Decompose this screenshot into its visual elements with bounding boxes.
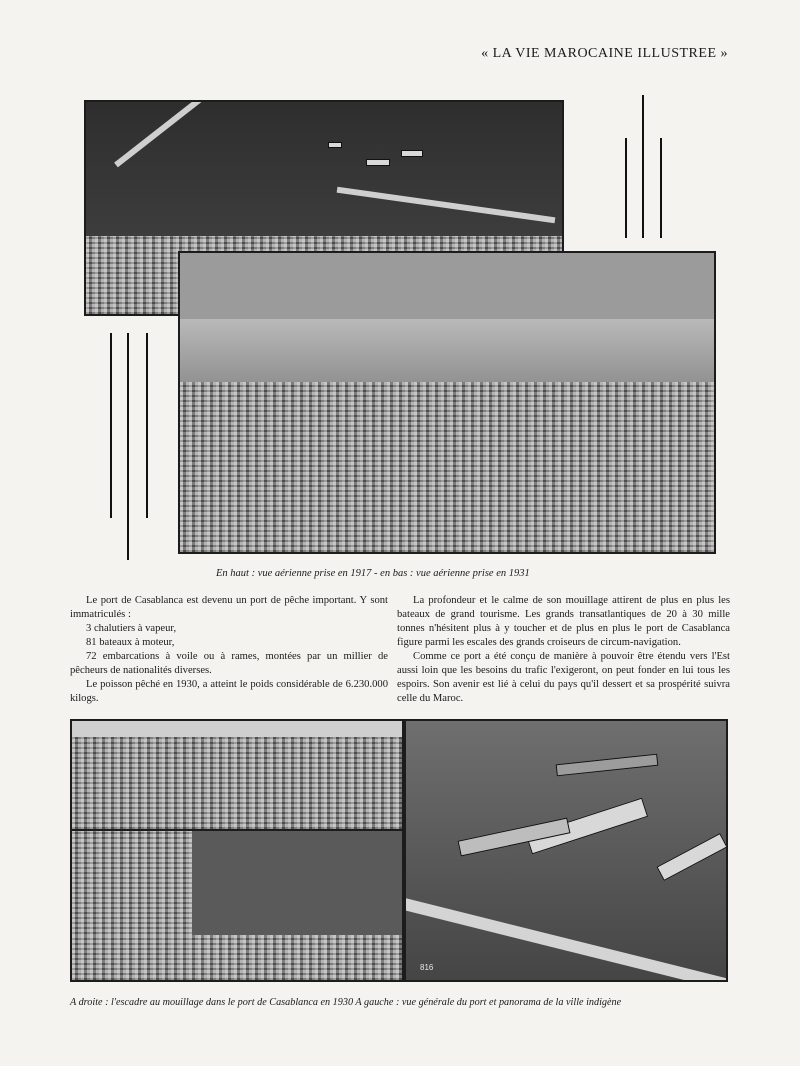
city-area (180, 382, 714, 552)
decorative-rule (110, 333, 112, 518)
decorative-rule (625, 138, 627, 238)
decorative-rule (660, 138, 662, 238)
article-paragraph: 3 chalutiers à vapeur, (86, 623, 177, 634)
article-paragraph: La profondeur et le calme de son mouillage attirent de plus en plus les bateaux de grand tourisme. Les grands transatlantiques de 20 à 30 mille tonnes n'hésitent plus à y toucher et de plus en plus le port de Casablanca figure parmi les escales des grands croiseurs de circum-navigation. (397, 595, 730, 648)
article-column-left (70, 594, 388, 706)
photo-caption-top: En haut : vue aérienne prise en 1917 - en bas : vue aérienne prise en 1931 (216, 568, 530, 579)
aerial-photo-1931 (178, 251, 716, 554)
decorative-rule (642, 95, 644, 238)
port-overview-photo (70, 829, 404, 982)
decorative-rule (146, 333, 148, 518)
breakwater (404, 896, 728, 982)
photo-marking: 816 (420, 963, 434, 972)
photo-caption-bottom: A droite : l'escadre au mouillage dans le port de Casablanca en 1930 A gauche : vue générale du port et panorama de la ville indigène (70, 997, 622, 1008)
article-paragraph: Comme ce port a été conçu de manière à pouvoir être étendu vers l'Est aussi loin que les besoins du trafic l'exigeront, on peut fonder en lui tous les espoirs. Son avenir est lié à celui du pays qu'il dessert et sa prospérité suivra celle du Maroc. (397, 651, 730, 704)
article-paragraph: 81 bateaux à moteur, (86, 637, 175, 648)
fleet-photo (404, 719, 728, 982)
docks-area (72, 935, 404, 980)
sea-haze (180, 319, 714, 389)
page-header: « LA VIE MAROCAINE ILLUSTREE » (481, 46, 728, 61)
ship-icon (328, 142, 342, 148)
harbor-quay (337, 187, 556, 224)
article-paragraph: Le poisson pêché en 1930, a atteint le poids considérable de 6.230.000 kilogs. (70, 679, 388, 704)
ship-icon (366, 159, 390, 166)
decorative-rule (127, 333, 129, 560)
harbor-jetty (114, 100, 267, 167)
town-panorama-photo (70, 719, 404, 831)
ship-icon (401, 150, 423, 157)
warship-icon (556, 754, 659, 777)
article-column-right (397, 594, 730, 706)
article-paragraph: 72 embarcations à voile ou à rames, montées par un millier de pêcheurs de nationalités diverses. (70, 651, 388, 676)
sky-area (72, 721, 402, 737)
warship-icon (656, 833, 727, 881)
article-paragraph: Le port de Casablanca est devenu un port de pêche important. Y sont immatriculés : (70, 595, 388, 620)
